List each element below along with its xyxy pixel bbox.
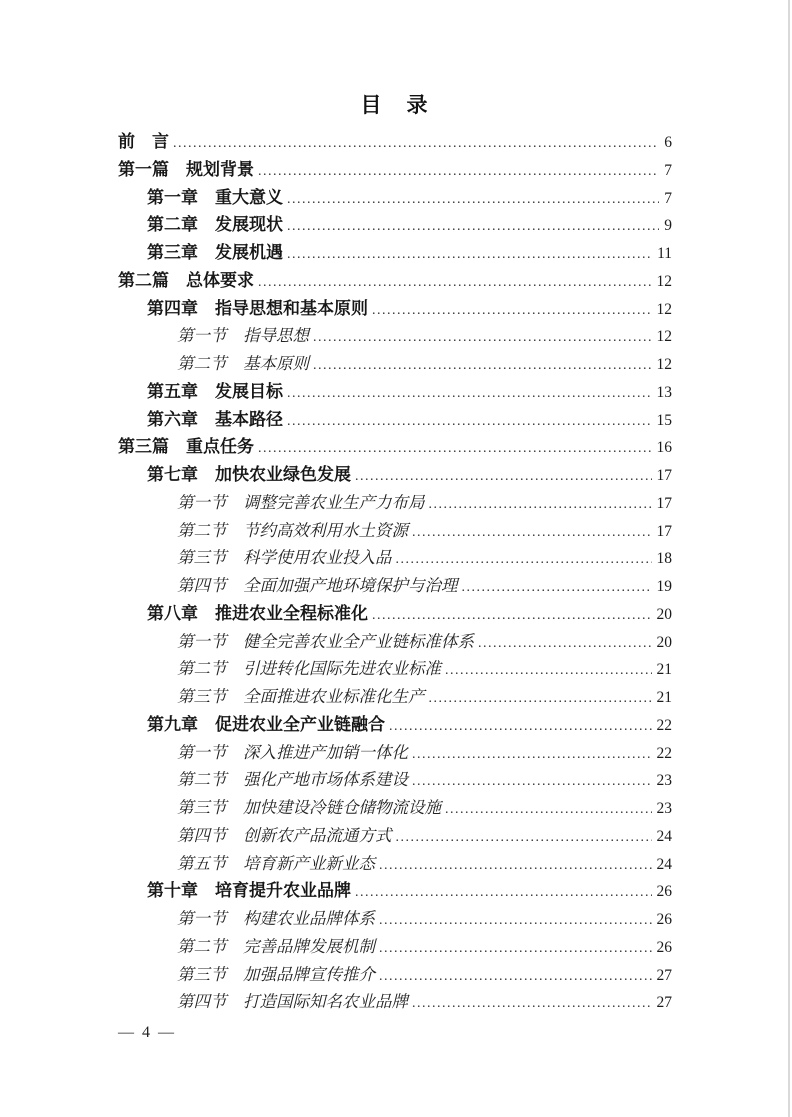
dot-leader [412,772,652,790]
dot-leader [287,412,652,430]
dot-leader [389,717,652,735]
toc-entry [118,517,672,545]
toc-entry [118,267,672,295]
toc-entry [118,600,672,628]
dot-leader [412,745,652,763]
toc-entry-page: 11 [657,245,672,262]
toc-entry-label: 第二章 发展现状 [147,215,283,235]
toc-entry-label: 第三节 加快建设冷链仓储物流设施 [177,798,441,817]
dot-leader [355,883,652,901]
dot-leader [379,911,652,929]
toc-entry [118,988,672,1016]
toc-entry-label: 第一节 深入推进产加销一体化 [177,742,408,762]
toc-entry [118,128,672,156]
toc-entry [118,933,672,961]
toc-entry-page: 27 [656,966,672,984]
toc-entry-page: 22 [656,744,672,762]
toc-entry-page: 26 [656,911,672,928]
dot-leader [372,606,652,624]
page-title: 目 录 [360,94,430,117]
dot-leader [379,856,652,874]
toc-entry-label: 第四节 打造国际知名农业品牌 [177,992,408,1012]
toc-entry [118,905,672,933]
toc-entry-page: 23 [656,800,672,817]
toc-entry-page: 12 [656,272,672,290]
toc-entry [118,406,672,434]
dot-leader [412,994,652,1012]
dot-leader [379,939,652,957]
toc-entry-label: 第二节 节约高效利用水土资源 [177,520,408,540]
dot-leader [258,162,659,180]
toc-content [118,0,672,1016]
toc-entry-label: 第一篇 规划背景 [118,159,254,179]
toc-entry-label: 第二节 强化产地市场体系建设 [177,770,408,790]
dot-leader [287,217,659,235]
dot-leader [429,689,652,707]
toc-entry [118,350,672,378]
toc-entry-page: 26 [656,883,672,901]
toc-entry [118,739,672,767]
toc-entry [118,544,672,572]
dot-leader [412,523,652,541]
toc-entry [118,961,672,989]
toc-entry [118,683,672,711]
toc-entry-label: 第三章 发展机遇 [147,243,283,262]
page-number-footer: — 4 — [118,1024,176,1041]
toc-entry-page: 9 [664,217,672,235]
toc-entry-label: 第八章 推进农业全程标准化 [147,603,368,623]
dot-leader [287,190,659,208]
toc-entry-label: 第五章 发展目标 [147,381,283,401]
dot-leader [379,967,652,985]
dot-leader [429,495,652,513]
toc-entry [118,711,672,739]
toc-entry-page: 12 [656,300,672,318]
toc-entry-label: 第一节 调整完善农业生产力布局 [177,492,425,512]
toc-entry-label: 第六章 基本路径 [147,409,283,429]
dot-leader [396,828,652,846]
toc-entry-page: 24 [656,855,672,873]
toc-entry-page: 24 [656,827,672,845]
toc-entry [118,461,672,489]
dot-leader [313,328,652,346]
toc-entry-label: 第七章 加快农业绿色发展 [147,465,351,484]
toc-entry [118,156,672,184]
toc-entry-label: 第四节 全面加强产地环境保护与治理 [177,576,458,595]
toc-entry-label: 第十章 培育提升农业品牌 [147,881,351,901]
toc-entry-page: 19 [656,578,672,595]
toc-entry-page: 15 [656,411,672,429]
toc-entry-page: 12 [656,356,672,373]
toc-entry [118,655,672,683]
toc-entry [118,850,672,878]
toc-entry [118,489,672,517]
dot-leader [258,273,652,291]
toc-entry-page: 18 [656,550,672,568]
toc-entry [118,295,672,323]
toc-entry-label: 第三节 加强品牌宣传推介 [177,964,375,984]
toc-entry [118,378,672,406]
dot-leader [287,384,652,402]
dot-leader [478,634,652,652]
toc-entry-label: 第三节 全面推进农业标准化生产 [177,687,425,706]
dot-leader [445,800,652,818]
toc-entry [118,322,672,350]
toc-entry-label: 第一节 构建农业品牌体系 [177,909,375,928]
toc-entry-page: 20 [656,633,672,651]
toc-entry [118,184,672,212]
toc-entry-page: 6 [664,134,672,151]
toc-entry-page: 17 [656,494,672,512]
scan-edge [788,0,790,1117]
toc-entry [118,433,672,461]
dot-leader [462,578,652,596]
toc-entry [118,766,672,794]
toc-entry-page: 23 [656,772,672,790]
dot-leader [396,550,652,568]
toc-entry-page: 12 [656,328,672,346]
toc-entry-label: 第九章 促进农业全产业链融合 [147,714,385,734]
toc-entry [118,877,672,905]
dot-leader [287,245,652,263]
dot-leader [445,661,652,679]
toc-entry [118,572,672,600]
toc-entry-page: 26 [656,938,672,956]
toc-entry-page: 22 [656,716,672,734]
toc-entry-label: 第二节 基本原则 [177,354,309,373]
dot-leader [173,134,659,152]
toc-entry-label: 第三篇 重点任务 [118,437,254,457]
toc-list [118,128,672,1016]
toc-entry-page: 27 [656,994,672,1012]
dot-leader [372,301,652,319]
toc-entry-label: 第五节 培育新产业新业态 [177,853,375,873]
toc-entry [118,794,672,822]
toc-entry-page: 17 [656,467,672,484]
toc-entry-page: 7 [664,161,672,179]
dot-leader [355,467,652,485]
toc-entry [118,239,672,267]
toc-entry-label: 第三节 科学使用农业投入品 [177,548,392,568]
toc-entry [118,211,672,239]
toc-entry-page: 21 [656,661,672,679]
dot-leader [258,439,652,457]
toc-entry-page: 7 [664,189,672,207]
toc-entry [118,822,672,850]
toc-entry-page: 16 [656,439,672,457]
toc-entry-page: 20 [656,605,672,623]
toc-entry-label: 第一章 重大意义 [147,187,283,207]
toc-entry-label: 第一节 指导思想 [177,326,309,346]
toc-entry-label: 第二节 完善品牌发展机制 [177,936,375,956]
toc-entry-label: 第四章 指导思想和基本原则 [147,298,368,318]
toc-entry-label: 第二篇 总体要求 [118,270,254,290]
toc-entry-page: 21 [656,689,672,706]
toc-entry-label: 前 言 [118,132,169,151]
dot-leader [313,356,652,374]
toc-entry-label: 第二节 引进转化国际先进农业标准 [177,659,441,679]
toc-entry [118,628,672,656]
toc-entry-page: 17 [656,522,672,540]
toc-entry-page: 13 [656,383,672,401]
toc-entry-label: 第四节 创新农产品流通方式 [177,825,392,845]
toc-entry-label: 第一节 健全完善农业全产业链标准体系 [177,631,474,651]
